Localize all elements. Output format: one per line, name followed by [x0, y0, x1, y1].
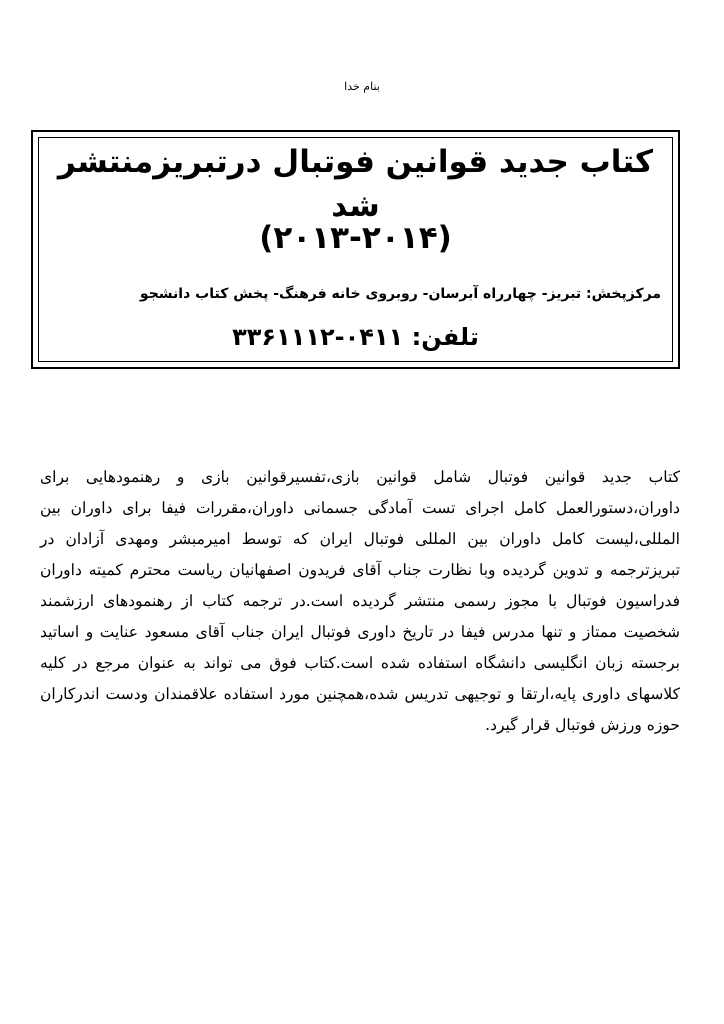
- edition-years: (۲۰۱۳-۲۰۱۴): [259, 220, 452, 256]
- phone-number: تلفن: ۰۴۱۱-۳۳۶۱۱۱۲: [232, 323, 479, 351]
- page-title: کتاب جدید قوانین فوتبال درتبریزمنتشر شد: [57, 144, 654, 224]
- distribution-center: مرکزپخش: تبریز- چهارراه آبرسان- روبروی خانه فرهنگ- پخش کتاب دانشجو: [139, 286, 661, 302]
- invocation-text: بنام خدا: [344, 80, 380, 93]
- description-paragraph: کتاب جدید قوانین فوتبال شامل قوانین بازی،تفسیرقوانین بازی و رهنمودهایی برای داوران،دستورالعمل کامل اجرای تست آمادگی جسمانی داوران،مقررات فیفا برای داوران بین المللی،لیست کامل داوران بین المللی فوتبال ایران که توسط امیرمبشر ومهدی آزادان در تبریزترجمه و تدوین گردیده وبا نظارت جناب آقای فریدون اصفهانیان ریاست محترم کمیته داوران فدراسیون فوتبال با مجوز رسمی منتشر گردیده است.در ترجمه کتاب از رهنمودهای ارزشمند شخصیت ممتاز و تنها مدرس فیفا در تاریخ داوری فوتبال ایران جناب آقای مسعود عنایت و اساتید برجسته زبان انگلیسی دانشگاه استفاده شده است.کتاب فوق می تواند به عنوان مرجع در کلیه کلاسهای داوری پایه،ارتقا و توجیهی تدریس شده،همچنین مورد استفاده علاقمندان ودست اندرکاران حوزه ورزش فوتبال قرار گیرد.: [40, 468, 680, 734]
